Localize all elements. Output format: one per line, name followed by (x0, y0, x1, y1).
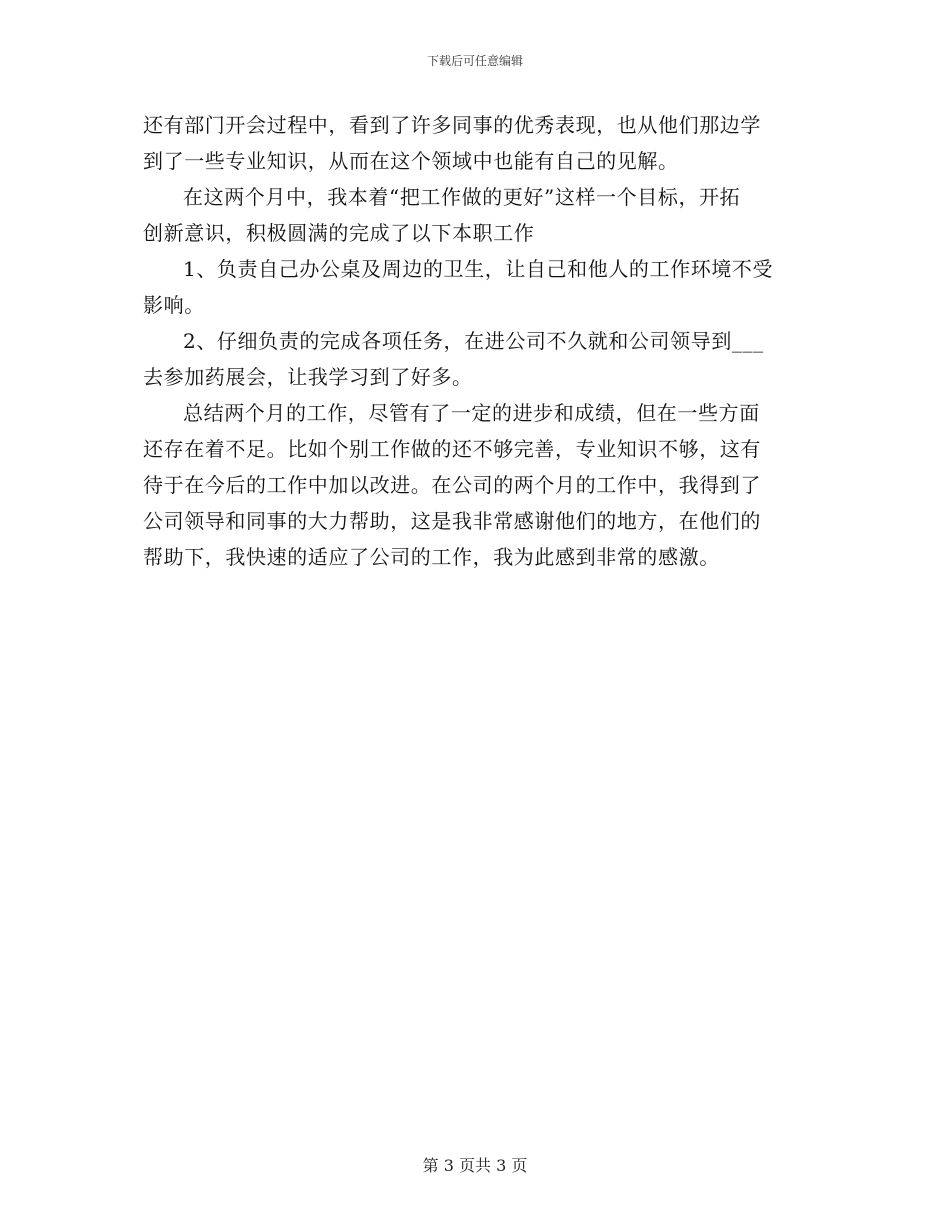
paragraph-line: 去参加药展会，让我学习到了好多。 (143, 365, 473, 389)
document-body (143, 107, 813, 575)
paragraph-line: 在这两个月中，我本着“把工作做的更好”这样一个目标，开拓 (183, 185, 741, 209)
paragraph-line: 总结两个月的工作，尽管有了一定的进步和成绩，但在一些方面 (183, 401, 760, 425)
paragraph (143, 395, 813, 575)
paragraph-line: 到了一些专业知识，从而在这个领域中也能有自己的见解。 (143, 149, 679, 173)
paragraph (143, 323, 813, 395)
paragraph-line: 公司领导和同事的大力帮助，这是我非常感谢他们的地方，在他们的 (143, 509, 761, 533)
paragraph (143, 107, 813, 179)
paragraph-line: 2、仔细负责的完成各项任务，在进公司不久就和公司领导到___ (183, 329, 764, 353)
paragraph-line: 还存在着不足。比如个别工作做的还不够完善，专业知识不够，这有 (143, 437, 761, 461)
paragraph (143, 179, 813, 251)
page-number: 第 3 页共 3 页 (422, 1156, 528, 1175)
paragraph-line: 1、负责自己办公桌及周边的卫生，让自己和他人的工作环境不受 (183, 257, 774, 281)
paragraph-line: 帮助下，我快速的适应了公司的工作，我为此感到非常的感激。 (143, 545, 720, 569)
paragraph-line: 待于在今后的工作中加以改进。在公司的两个月的工作中，我得到了 (143, 473, 761, 497)
paragraph (143, 251, 813, 323)
paragraph-line: 创新意识，积极圆满的完成了以下本职工作 (143, 221, 535, 245)
page-header: 下载后可任意编辑 (426, 54, 523, 68)
paragraph-line: 影响。 (143, 293, 205, 317)
paragraph-line: 还有部门开会过程中，看到了许多同事的优秀表现，也从他们那边学 (143, 113, 761, 137)
